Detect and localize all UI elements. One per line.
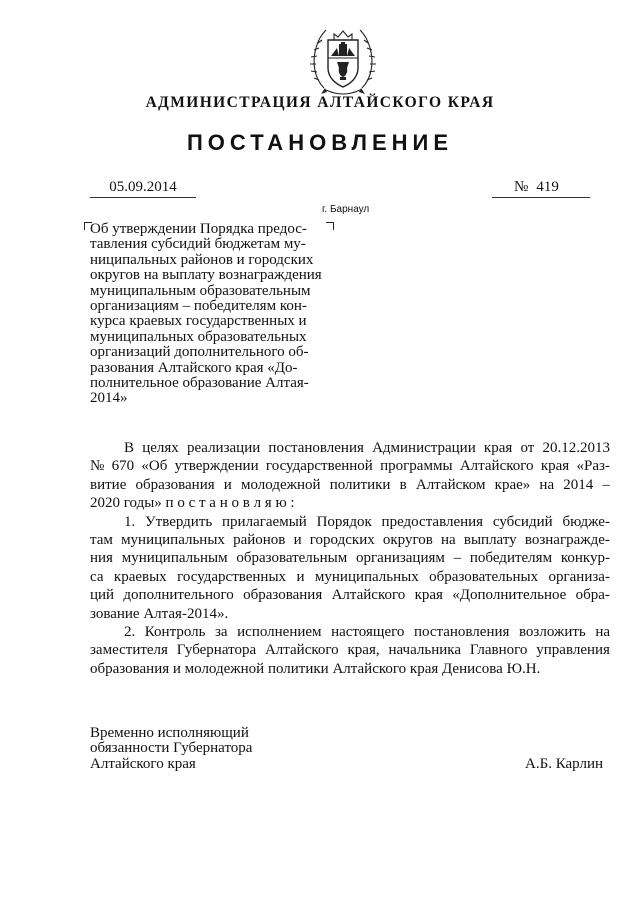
body-line: са краевых государственных и муниципальных образовательных организа- [90, 568, 610, 585]
document-body [90, 439, 610, 678]
signature-block [90, 726, 252, 772]
subject-line: курса краевых государственных и [90, 313, 307, 330]
signature-position-line: Алтайского края [90, 755, 196, 772]
document-number [492, 179, 590, 198]
subject-line: Об утверждении Порядка предос- [90, 221, 307, 237]
body-line: зование Алтая-2014». [90, 605, 229, 622]
subject-line: ниципальных районов и городских [90, 251, 314, 268]
body-line: 2020 годы» п о с т а н о в л я ю : [90, 495, 295, 512]
city-label: г. Барнаул [322, 204, 370, 215]
body-line: 2. Контроль за исполнением настоящего постановления возложить на [124, 624, 610, 641]
organization-title: АДМИНИСТРАЦИЯ АЛТАЙСКОГО КРАЯ [145, 94, 495, 111]
body-line: В целях реализации постановления Администрации края от 20.12.2013 [124, 440, 610, 456]
subject-line: организаций дополнительного об- [90, 344, 309, 361]
subject-line: организациям – победителям кон- [90, 298, 307, 315]
subject-line: тавления субсидий бюджетам му- [90, 236, 306, 253]
subject-line: муниципальных образовательных [90, 328, 307, 345]
coat-of-arms-emblem [306, 18, 380, 100]
body-line: 1. Утвердить прилагаемый Порядок предоставления субсидий бюдже- [124, 513, 610, 530]
body-line: № 670 «Об утверждении государственной программы Алтайского края «Раз- [90, 458, 610, 475]
subject-line: округов на выплату вознаграждения [90, 267, 322, 284]
signature-position-line: обязанности Губернатора [90, 740, 253, 757]
document-subject [90, 222, 330, 407]
subject-line: разования Алтайского края «До- [90, 359, 298, 376]
body-line: витие образования и молодежной политики в Алтайском крае» на 2014 – [90, 476, 610, 493]
subject-line: полнительное образование Алтая- [90, 375, 309, 392]
signature-position-line: Временно исполняющий [90, 725, 249, 741]
body-line: там муниципальных районов и городских округов на выплату вознагражде- [90, 532, 610, 549]
number-sign: № [514, 179, 529, 195]
body-line: образования и молодежной политики Алтайского края Денисова Ю.Н. [90, 660, 541, 677]
document-date: 05.09.2014 [90, 179, 196, 198]
body-line: ций дополнительного образования Алтайского края «Дополнительное обра- [90, 587, 610, 604]
subject-line: 2014» [90, 390, 128, 407]
number-value: 419 [536, 179, 559, 195]
body-line: заместителя Губернатора Алтайского края, начальника Главного управления [90, 642, 610, 659]
body-line: ния муниципальным образовательным организациям – победителям конкур- [90, 550, 610, 567]
subject-line: муниципальным образовательным [90, 282, 311, 299]
signer-name: А.Б. Карлин [525, 756, 604, 772]
document-type-title: ПОСТАНОВЛЕНИЕ [186, 130, 454, 155]
